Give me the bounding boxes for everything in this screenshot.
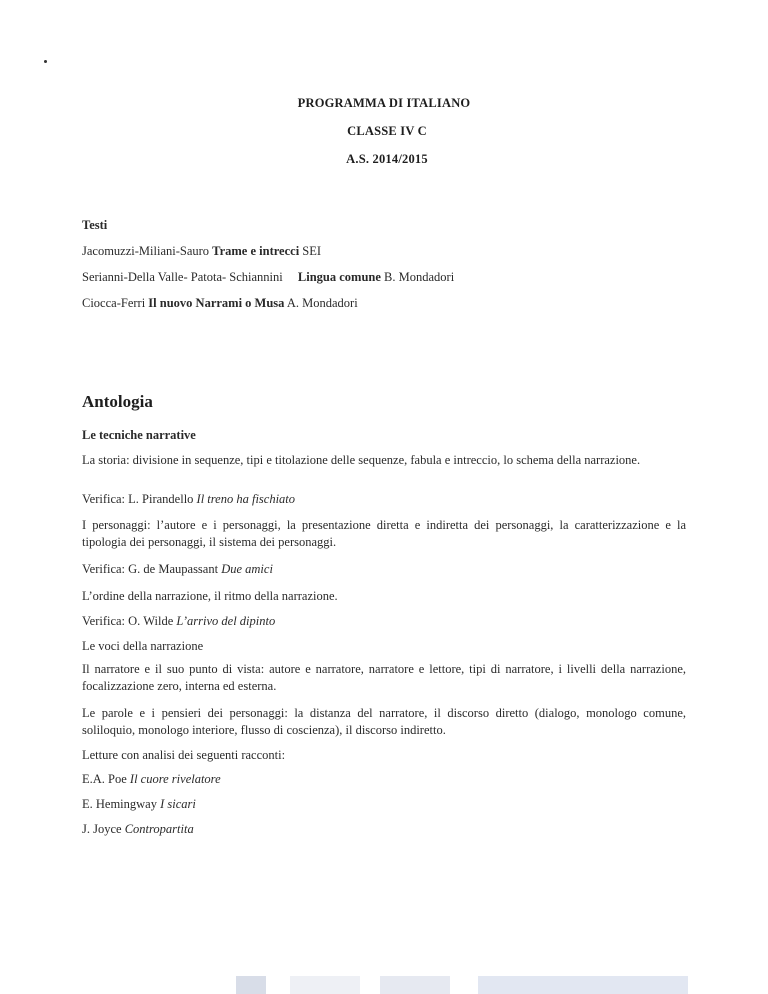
texts-heading: Testi [82, 218, 108, 232]
textbook-publisher: B. Mondadori [384, 270, 455, 284]
textbook-publisher: A. Mondadori [286, 296, 358, 310]
textbook-authors: Ciocca-Ferri [82, 296, 146, 310]
reading-work: I sicari [160, 797, 196, 811]
verification-author: Verifica: G. de Maupassant [82, 562, 219, 576]
reading-3 [82, 822, 194, 837]
textbook-authors: Serianni-Della Valle- Patota- Schiannini [82, 270, 283, 284]
paragraph-characters: I personaggi: l’autore e i personaggi, la presentazione diretta e indiretta dei personaggi, la caratterizzazione e la tipologia dei personaggi, il sistema dei personaggi. [82, 518, 686, 549]
reading-2 [82, 797, 196, 812]
textbook-1 [82, 244, 321, 259]
scan-artifact [290, 976, 360, 994]
verification-2 [82, 562, 273, 577]
class-label: CLASSE IV C [347, 124, 427, 138]
reading-work: Contropartita [124, 822, 194, 836]
document-title: PROGRAMMA DI ITALIANO [297, 96, 471, 110]
verification-3 [82, 614, 275, 629]
textbook-publisher: SEI [302, 244, 322, 258]
textbook-authors: Jacomuzzi-Miliani-Sauro [82, 244, 210, 258]
paragraph-order: L’ordine della narrazione, il ritmo della narrazione. [82, 589, 338, 603]
textbook-title: Il nuovo Narrami o Musa [148, 296, 285, 310]
paragraph-story: La storia: divisione in sequenze, tipi e titolazione delle sequenze, fabula e intreccio, lo schema della narrazione. [82, 453, 641, 467]
reading-work: Il cuore rivelatore [129, 772, 221, 786]
verification-work: L’arrivo del dipinto [176, 614, 276, 628]
reading-author: E.A. Poe [82, 772, 127, 786]
reading-author: J. Joyce [82, 822, 122, 836]
scan-speck [44, 60, 47, 63]
reading-author: E. Hemingway [82, 797, 157, 811]
school-year: A.S. 2014/2015 [346, 152, 428, 166]
paragraph-narrator: Il narratore e il suo punto di vista: autore e narratore, narratore e lettore, tipi di narratore, i livelli della narrazione, focalizzazione zero, interna ed esterna. [82, 662, 686, 693]
verification-work: Il treno ha fischiato [196, 492, 296, 506]
verification-author: Verifica: L. Pirandello [82, 492, 194, 506]
textbook-title: Lingua comune [297, 270, 381, 284]
anthology-heading: Antologia [82, 392, 153, 411]
paragraph-voices: Le voci della narrazione [82, 639, 204, 653]
reading-1 [82, 772, 221, 787]
scan-artifact [236, 976, 266, 994]
textbook-2 [82, 270, 454, 285]
section-subheading: Le tecniche narrative [82, 428, 196, 442]
textbook-3 [82, 296, 358, 311]
verification-1 [82, 492, 295, 507]
textbook-title: Trame e intrecci [212, 244, 300, 258]
paragraph-readings: Letture con analisi dei seguenti racconti: [82, 748, 286, 762]
verification-author: Verifica: O. Wilde [82, 614, 174, 628]
scan-artifact [478, 976, 688, 994]
scan-artifact [380, 976, 450, 994]
verification-work: Due amici [221, 562, 273, 576]
paragraph-speech: Le parole e i pensieri dei personaggi: la distanza del narratore, il discorso diretto (dialogo, monologo comune, soliloquio, monologo interiore, flusso di coscienza), il discorso indiretto. [82, 706, 686, 737]
